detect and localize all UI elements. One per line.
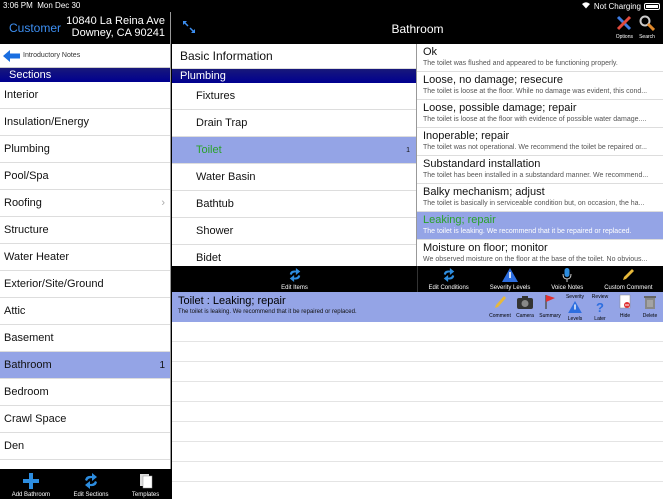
section-item-exterior[interactable]: [0, 271, 170, 298]
section-item-crawl-space[interactable]: [0, 406, 170, 433]
later-label: Later: [594, 316, 606, 322]
summary-button[interactable]: [539, 294, 561, 322]
section-item-bedroom[interactable]: [0, 379, 170, 406]
section-label: Den: [4, 440, 25, 452]
edit-items-label: Edit Items: [281, 285, 308, 291]
section-label: Crawl Space: [4, 413, 67, 425]
section-item-water-heater[interactable]: [0, 244, 170, 271]
condition-item-selected[interactable]: [417, 212, 663, 240]
item-shower[interactable]: [172, 218, 416, 245]
charging-status: Not Charging: [593, 1, 641, 11]
edit-sections-label: Edit Sections: [73, 492, 109, 498]
templates-label: Templates: [131, 492, 160, 498]
plumbing-group-header: Plumbing: [172, 69, 416, 83]
search-label: Search: [639, 34, 655, 40]
section-label: Basement: [4, 332, 54, 344]
condition-item[interactable]: [417, 240, 663, 266]
introductory-notes-label: Introductory Notes: [23, 52, 81, 59]
condition-desc: The toilet is basically in serviceable condition but, on occasion, the ha...: [423, 200, 645, 207]
section-label: Structure: [4, 224, 49, 236]
severity-levels-label: Severity Levels: [489, 285, 531, 291]
section-item-attic[interactable]: [0, 298, 170, 325]
empty-row: [172, 462, 663, 482]
empty-row: [172, 422, 663, 442]
edit-conditions-label: Edit Conditions: [428, 285, 469, 291]
condition-title: Loose, possible damage; repair: [423, 102, 577, 114]
condition-desc: The toilet is leaking. We recommend that it be repaired or replaced.: [423, 228, 632, 235]
sections-pane: [0, 12, 171, 499]
item-label: Drain Trap: [196, 117, 248, 129]
condition-desc: The toilet was flushed and appeared to be functioning properly.: [423, 60, 618, 67]
address-line2: Downey, CA 90241: [71, 27, 165, 39]
condition-desc: We observed moisture on the floor at the base of the toilet. No obvious...: [423, 256, 648, 263]
edit-arrows-icon: [288, 268, 302, 284]
section-item-plumbing[interactable]: [0, 136, 170, 163]
options-button[interactable]: [616, 15, 633, 40]
status-bar: [0, 0, 663, 12]
edit-conditions-button[interactable]: [428, 268, 468, 291]
hide-label: Hide: [619, 313, 631, 319]
comments-area: [172, 322, 663, 499]
item-label: Shower: [196, 225, 234, 237]
condition-item[interactable]: [417, 100, 663, 128]
address: [66, 15, 165, 39]
condition-item[interactable]: [417, 184, 663, 212]
section-label: Water Heater: [4, 251, 70, 263]
microphone-icon: [562, 268, 572, 284]
empty-row: [172, 322, 663, 342]
condition-desc: The toilet is loose at the floor with evidence of possible water damage....: [423, 116, 647, 123]
condition-title: Loose, no damage; resecure: [423, 74, 564, 86]
templates-button[interactable]: [132, 473, 159, 498]
condition-title: Balky mechanism; adjust: [423, 186, 545, 198]
section-item-pool-spa[interactable]: [0, 163, 170, 190]
levels-label: Levels: [567, 316, 583, 322]
sections-header: Sections: [0, 68, 170, 82]
edit-items-button[interactable]: [281, 268, 308, 291]
custom-comment-label: Custom Comment: [604, 285, 653, 291]
item-label: Bathtub: [196, 198, 234, 210]
section-label: Bathroom: [4, 359, 52, 371]
summary-label: Summary: [539, 313, 561, 319]
pencil-icon: [493, 294, 507, 312]
condition-title: Moisture on floor; monitor: [423, 242, 548, 254]
delete-label: Delete: [642, 313, 658, 319]
options-label: Options: [615, 34, 633, 40]
empty-row: [172, 442, 663, 462]
severity-levels-toggle[interactable]: [564, 294, 586, 322]
edit-sections-button[interactable]: [73, 473, 108, 498]
section-item-interior[interactable]: [0, 82, 170, 109]
section-label: Interior: [4, 89, 39, 101]
section-label: Exterior/Site/Ground: [4, 278, 104, 290]
section-item-den[interactable]: [0, 433, 170, 460]
empty-row: [172, 402, 663, 422]
section-item-bathroom[interactable]: [0, 352, 170, 379]
selection-bar: [172, 292, 663, 322]
section-label: Insulation/Energy: [4, 116, 89, 128]
conditions-toolbar: [417, 266, 663, 292]
comment-button[interactable]: [489, 294, 511, 322]
item-label: Bidet: [196, 252, 222, 264]
pencil-icon: [621, 268, 635, 284]
severity-levels-button[interactable]: [490, 268, 531, 291]
condition-title: Inoperable; repair: [423, 130, 510, 142]
address-line1: 10840 La Reina Ave: [66, 15, 165, 27]
section-label: Pool/Spa: [4, 170, 49, 182]
plus-icon: [23, 473, 39, 491]
items-toolbar: [172, 266, 417, 292]
condition-item[interactable]: [417, 156, 663, 184]
empty-row: [172, 342, 663, 362]
section-count: 1: [159, 359, 165, 371]
section-item-basement[interactable]: [0, 325, 170, 352]
selection-title: Toilet : Leaking; repair: [178, 295, 286, 307]
severity-label: Severity: [565, 294, 585, 300]
flag-icon: [543, 294, 557, 312]
review-later-button[interactable]: [589, 294, 611, 322]
section-label: Plumbing: [4, 143, 50, 155]
condition-desc: The toilet has been installed in a substandard manner. We recommend...: [423, 172, 649, 179]
item-label: Water Basin: [196, 171, 256, 183]
item-drain-trap[interactable]: [172, 110, 416, 137]
delete-button[interactable]: [639, 294, 661, 322]
warning-icon: [502, 268, 518, 284]
status-right: [581, 1, 660, 11]
custom-comment-button[interactable]: [604, 268, 652, 291]
selection-desc: The toilet is leaking. We recommend that it be repaired or replaced.: [178, 309, 357, 315]
hide-icon: [619, 294, 631, 312]
basic-information-item[interactable]: Basic Information: [172, 44, 416, 69]
item-label: Toilet: [196, 144, 222, 156]
detail-header: [172, 12, 663, 44]
section-item-roofing[interactable]: [0, 190, 170, 217]
condition-desc: The toilet was not operational. We recommend the toilet be repaired or...: [423, 144, 647, 151]
condition-item[interactable]: [417, 72, 663, 100]
svg-text:?: ?: [596, 301, 604, 313]
condition-desc: The toilet is loose at the floor. While no damage was evident, this cond...: [423, 88, 648, 95]
warning-icon: [568, 301, 582, 315]
conditions-pane: [417, 44, 663, 266]
condition-title: Substandard installation: [423, 158, 541, 170]
left-header: [0, 12, 170, 44]
item-label: Fixtures: [196, 90, 236, 102]
question-icon: [594, 301, 606, 315]
section-label: Attic: [4, 305, 26, 317]
section-item-insulation[interactable]: [0, 109, 170, 136]
wifi-icon: [581, 1, 591, 11]
section-item-structure[interactable]: [0, 217, 170, 244]
items-pane: [172, 44, 417, 266]
section-label: Roofing: [4, 197, 42, 209]
tools-icon: [616, 15, 632, 33]
empty-row: [172, 362, 663, 382]
item-water-basin[interactable]: [172, 164, 416, 191]
edit-arrows-icon: [442, 268, 456, 284]
voice-notes-button[interactable]: [551, 268, 583, 291]
edit-arrows-icon: [83, 473, 99, 491]
review-label: Review: [591, 294, 609, 300]
condition-title: Leaking; repair: [423, 214, 496, 226]
search-icon: [639, 15, 655, 33]
item-toilet[interactable]: [172, 137, 416, 164]
condition-item[interactable]: [417, 44, 663, 72]
add-bathroom-button[interactable]: [12, 473, 50, 498]
header-buttons: [616, 15, 655, 40]
empty-row: [172, 382, 663, 402]
trash-icon: [643, 294, 657, 312]
voice-notes-label: Voice Notes: [551, 285, 584, 291]
camera-icon: [516, 294, 534, 312]
comment-label: Comment: [489, 313, 511, 319]
introductory-notes-button[interactable]: [0, 44, 170, 68]
section-label: Bedroom: [4, 386, 49, 398]
add-bathroom-label: Add Bathroom: [11, 492, 51, 498]
selection-buttons: [489, 294, 661, 322]
left-toolbar: [0, 469, 171, 499]
templates-icon: [138, 473, 154, 491]
item-bathtub[interactable]: [172, 191, 416, 218]
battery-icon: [644, 3, 660, 10]
page-title: Bathroom: [391, 22, 444, 36]
back-arrow-icon: [3, 50, 20, 62]
condition-title: Ok: [423, 46, 438, 58]
hide-button[interactable]: [614, 294, 636, 322]
customer-button[interactable]: Customer: [9, 21, 62, 35]
search-button[interactable]: [639, 15, 655, 40]
camera-label: Camera: [516, 313, 534, 319]
status-time: 3:06 PM Mon Dec 30: [3, 1, 81, 10]
chevron-right-icon: ›: [161, 197, 165, 209]
item-fixtures[interactable]: [172, 83, 416, 110]
item-count: 1: [406, 146, 410, 154]
camera-button[interactable]: [514, 294, 536, 322]
condition-item[interactable]: [417, 128, 663, 156]
